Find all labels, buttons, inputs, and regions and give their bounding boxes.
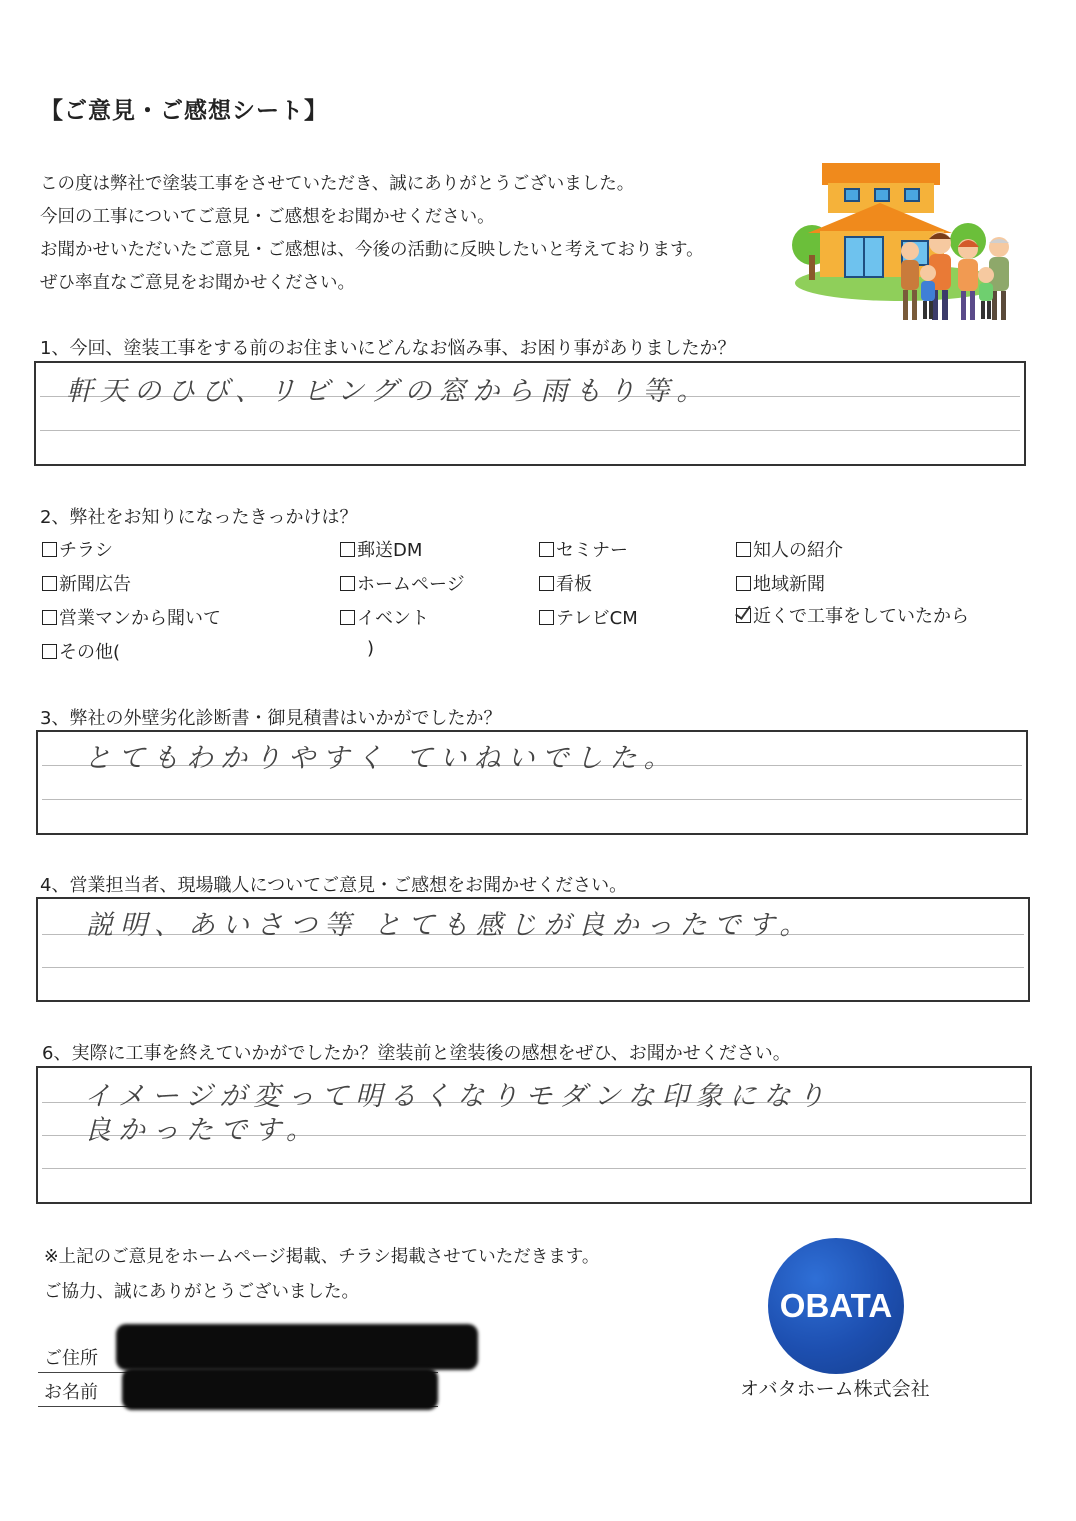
note-line: ご協力、誠にありがとうございました。 — [44, 1282, 359, 1302]
name-label: お名前 — [44, 1382, 98, 1403]
option-other[interactable]: その他( — [42, 638, 120, 664]
obata-logo — [768, 1238, 904, 1374]
option-sales-rep[interactable]: 営業マンから聞いて — [42, 604, 221, 630]
question-1: 1、今回、塗装工事をする前のお住まいにどんなお悩み事、お困り事がありましたか？ — [40, 338, 736, 359]
option-homepage[interactable]: ホームページ — [340, 570, 465, 596]
checkbox[interactable] — [42, 610, 57, 625]
answer-box-6 — [36, 1066, 1032, 1204]
checkbox[interactable] — [340, 610, 355, 625]
address-label: ご住所 — [44, 1348, 98, 1369]
intro-line: 今回の工事についてご意見・ご感想をお聞かせください。 — [40, 207, 495, 227]
option-direct-mail[interactable]: 郵送DM — [340, 536, 422, 562]
handwritten-answer-4: 説明、あいさつ等 とても感じが良かったです。 — [86, 910, 814, 941]
handwritten-answer-6-line-2: 良かったです。 — [84, 1115, 320, 1146]
option-acquaintance[interactable]: 知人の紹介 — [736, 536, 843, 562]
house-family-illustration — [790, 155, 1030, 330]
answer-box-3 — [36, 730, 1028, 835]
option-signboard[interactable]: 看板 — [539, 570, 592, 596]
option-newspaper-ad[interactable]: 新聞広告 — [42, 570, 131, 596]
checkbox[interactable] — [42, 542, 57, 557]
redacted-address — [116, 1324, 478, 1370]
checkbox[interactable] — [539, 576, 554, 591]
handwritten-answer-6-line-1: イメージが変って明るくなりモダンな印象になり — [84, 1081, 832, 1112]
checkbox[interactable] — [539, 610, 554, 625]
company-name: オバタホーム株式会社 — [740, 1378, 930, 1400]
checkbox[interactable] — [340, 576, 355, 591]
answer-box-1 — [34, 361, 1026, 466]
note-line: ※上記のご意見をホームページ掲載、チラシ掲載させていただきます。 — [44, 1247, 600, 1267]
handwritten-answer-1: 軒天のひび、リビングの窓から雨もり等。 — [66, 376, 711, 407]
question-4: 4、営業担当者、現場職人についてご意見・ご感想をお聞かせください。 — [40, 875, 628, 896]
question-6: 6、実際に工事を終えていかがでしたか？塗装前と塗装後の感想をぜひ、お聞かせください。 — [42, 1043, 791, 1064]
question-2: 2、弊社をお知りになったきっかけは？ — [40, 507, 358, 528]
checkbox[interactable] — [736, 542, 751, 557]
option-event[interactable]: イベント — [340, 604, 429, 630]
option-seminar[interactable]: セミナー — [539, 536, 628, 562]
option-other-close-paren: ) — [367, 638, 375, 659]
option-flyer[interactable]: チラシ — [42, 536, 113, 562]
checkbox[interactable] — [736, 576, 751, 591]
intro-line: お聞かせいただいたご意見・ご感想は、今後の活動に反映したいと考えております。 — [40, 240, 704, 260]
question-3: 3、弊社の外壁劣化診断書・御見積書はいかがでしたか？ — [40, 708, 502, 729]
option-nearby-construction[interactable]: 近くで工事をしていたから — [736, 602, 969, 628]
intro-line: ぜひ率直なご意見をお聞かせください。 — [40, 273, 355, 293]
checkbox-checked[interactable] — [736, 608, 751, 623]
intro-line: この度は弊社で塗装工事をさせていただき、誠にありがとうございました。 — [40, 174, 635, 194]
handwritten-answer-3: とてもわかりやすく ていねいでした。 — [84, 743, 678, 774]
answer-box-4 — [36, 897, 1030, 1002]
checkbox[interactable] — [539, 542, 554, 557]
logo-text: OBATA — [779, 1287, 893, 1324]
checkbox[interactable] — [340, 542, 355, 557]
publication-note — [44, 1240, 599, 1310]
option-local-newspaper[interactable]: 地域新聞 — [736, 570, 825, 596]
redacted-name — [122, 1368, 438, 1410]
checkbox[interactable] — [42, 576, 57, 591]
checkbox[interactable] — [42, 644, 57, 659]
intro-text — [40, 168, 704, 300]
page-title: 【ご意見・ご感想シート】 — [40, 98, 328, 124]
option-tv-cm[interactable]: テレビCM — [539, 604, 638, 630]
